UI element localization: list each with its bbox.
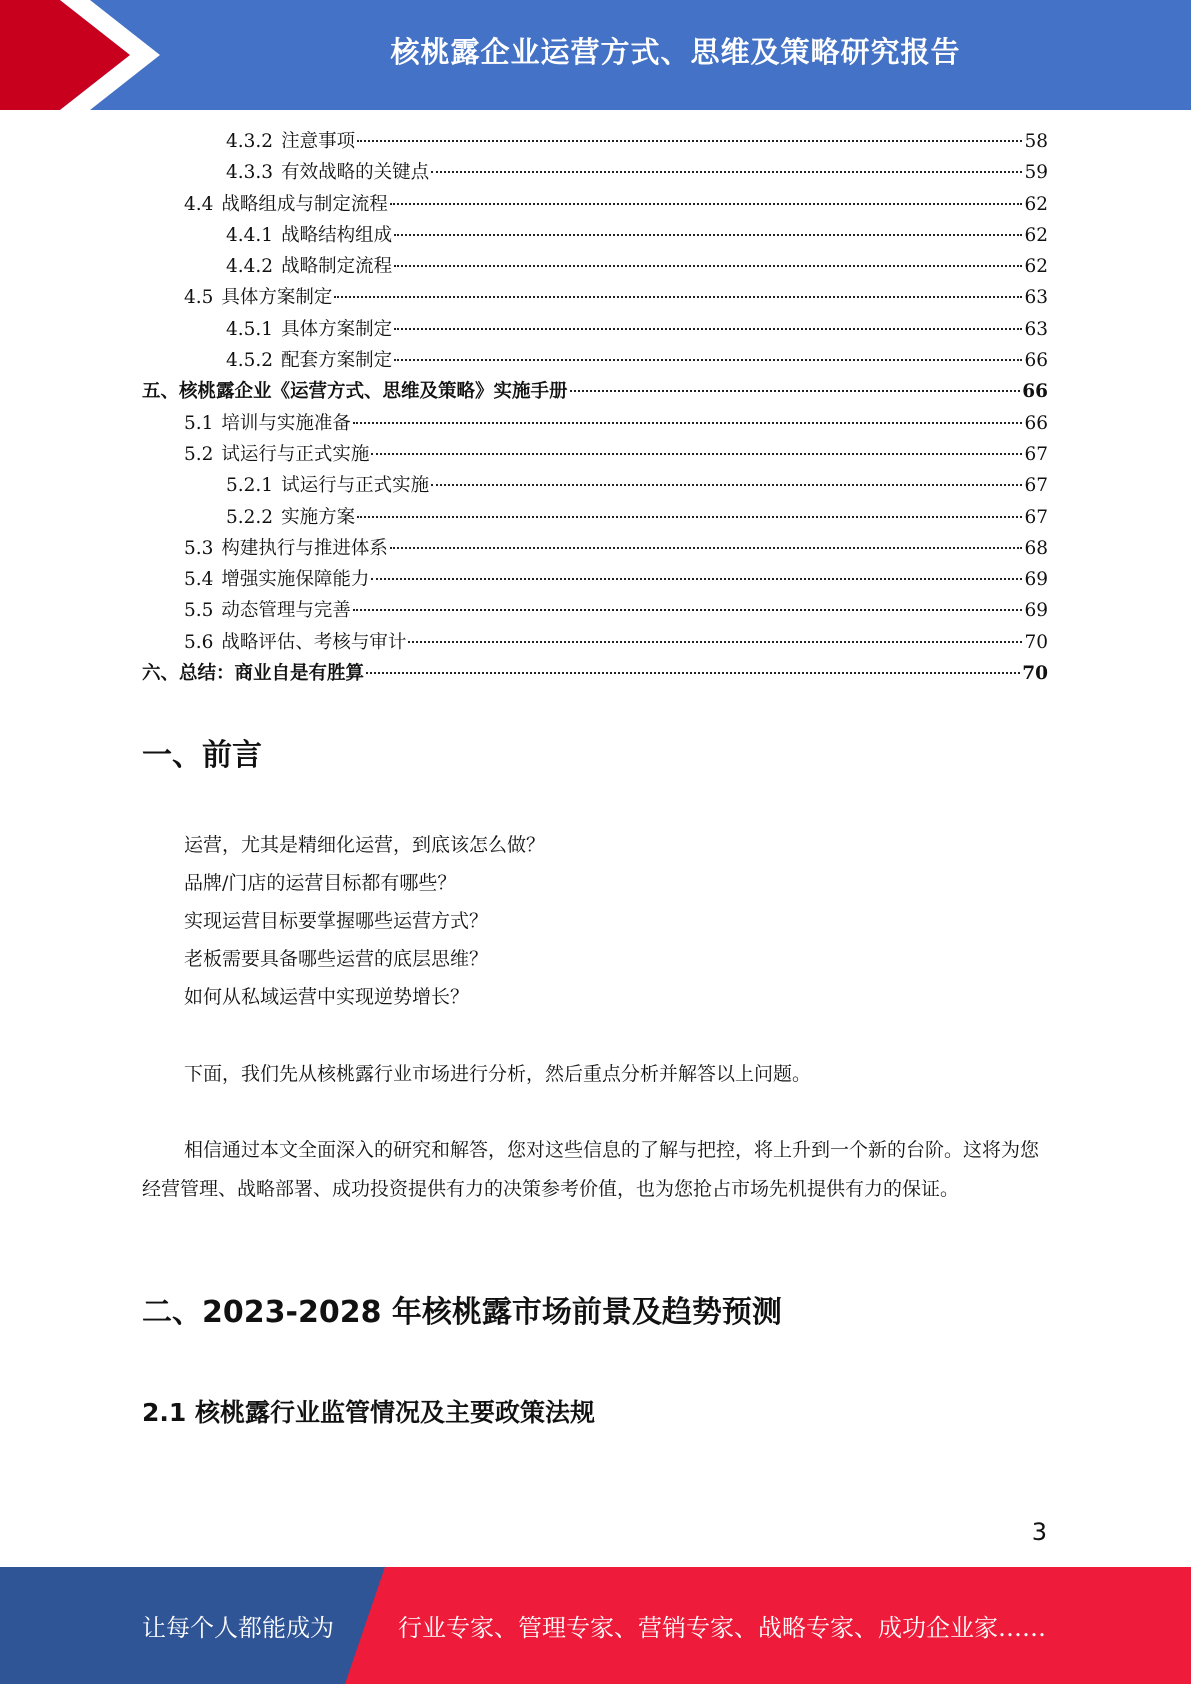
toc-entry[interactable] [142,314,1048,345]
toc-entry-title: 战略制定流程 [281,256,393,278]
toc-entry-title: 战略组成与制定流程 [221,193,388,215]
toc-entry-title: 注意事项 [281,131,356,152]
toc-entry-page: 66 [1024,412,1048,434]
toc-entry-page: 62 [1024,256,1048,278]
toc-dot-leader [431,484,1022,486]
toc-entry-number: 4.3.3 [226,162,274,184]
toc-entry-page: 70 [1022,663,1048,685]
toc-entry-number: 5.5 [184,600,214,622]
toc-entry-title: 具体方案制定 [221,287,333,309]
toc-dot-leader [394,234,1022,236]
toc-dot-leader [570,390,1021,392]
toc-dot-leader [371,578,1022,580]
toc-dot-leader [408,641,1022,643]
toc-entry-page: 62 [1024,193,1048,215]
footer-slogan-left: 让每个人都能成为 [142,1614,334,1642]
toc-entry[interactable] [142,502,1048,533]
toc-entry[interactable] [142,157,1048,188]
section-heading-preface: 一、前言 [142,738,262,773]
footer-slogan-right: 行业专家、管理专家、营销专家、战略专家、成功企业家…… [398,1614,1046,1642]
toc-entry[interactable] [142,376,1048,407]
toc-entry-page: 58 [1024,131,1048,152]
toc-entry-title: 试运行与正式实施 [281,475,430,497]
toc-entry[interactable] [142,439,1048,470]
toc-dot-leader [390,203,1023,205]
page-footer [0,1567,1191,1684]
toc-entry-number: 5.2.1 [226,475,274,497]
toc-dot-leader [394,359,1022,361]
toc-entry-page: 62 [1024,224,1048,246]
question-list [184,826,1044,1016]
toc-dot-leader [390,547,1023,549]
toc-entry-page: 66 [1024,350,1048,372]
toc-entry-page: 70 [1024,631,1048,653]
toc-entry-number: 5.3 [184,537,214,559]
toc-entry[interactable] [142,408,1048,439]
toc-entry-page: 63 [1024,287,1048,309]
toc-entry-number: 4.4.1 [226,224,274,246]
toc-entry-title: 具体方案制定 [281,318,393,340]
toc-entry[interactable] [142,251,1048,282]
toc-entry-title: 核桃露企业《运营方式、思维及策略》实施手册 [179,381,568,403]
question-item: 实现运营目标要掌握哪些运营方式？ [184,910,489,932]
toc-entry[interactable] [142,658,1048,689]
toc-entry-number: 4.4.2 [226,256,274,278]
toc-entry-page: 67 [1024,443,1048,465]
question-item: 老板需要具备哪些运营的底层思维？ [184,948,489,970]
toc-entry-number: 五、 [142,381,180,403]
intro-paragraph: 下面，我们先从核桃露行业市场进行分析，然后重点分析并解答以上问题。 [184,1063,812,1085]
question-item: 品牌/门店的运营目标都有哪些？ [184,872,457,894]
toc-entry-page: 67 [1024,506,1048,528]
toc-entry-number: 5.2.2 [226,506,274,528]
toc-entry-title: 有效战略的关键点 [281,162,430,184]
subsection-heading-regulation: 2.1 核桃露行业监管情况及主要政策法规 [142,1398,595,1427]
toc-entry-number: 4.5.1 [226,318,274,340]
toc-entry[interactable] [142,564,1048,595]
toc-entry[interactable] [142,533,1048,564]
toc-entry[interactable] [142,189,1048,220]
page-header [0,0,1191,110]
toc-entry-number: 4.3.2 [226,131,274,152]
toc-entry-page: 63 [1024,318,1048,340]
toc-entry-number: 4.5.2 [226,350,274,372]
toc-dot-leader [357,140,1022,142]
toc-entry-number: 4.5 [184,287,214,309]
toc-dot-leader [394,328,1022,330]
toc-entry-title: 构建执行与推进体系 [221,537,388,559]
toc-entry-page: 66 [1022,381,1048,403]
toc-entry-title: 战略评估、考核与审计 [221,631,407,653]
toc-entry-title: 试运行与正式实施 [221,443,370,465]
toc-entry-page: 59 [1024,162,1048,184]
toc-entry-title: 增强实施保障能力 [221,569,370,591]
toc-entry-title: 配套方案制定 [281,350,393,372]
toc-entry-page: 69 [1024,600,1048,622]
toc-entry-title: 培训与实施准备 [221,412,351,434]
toc-dot-leader [334,296,1022,298]
toc-entry[interactable] [142,595,1048,626]
toc-entry[interactable] [142,470,1048,501]
question-item: 如何从私域运营中实现逆势增长？ [184,986,470,1008]
toc-entry[interactable] [142,126,1048,157]
report-title: 核桃露企业运营方式、思维及策略研究报告 [390,34,961,69]
toc-entry[interactable] [142,282,1048,313]
toc-entry-number: 5.4 [184,569,214,591]
toc-dot-leader [366,672,1020,674]
toc-entry-title: 实施方案 [281,506,356,528]
toc-entry[interactable] [142,345,1048,376]
toc-entry-title: 总结：商业自是有胜算 [179,663,365,685]
toc-entry-title: 动态管理与完善 [221,600,351,622]
table-of-contents [142,126,1048,689]
toc-entry-number: 5.2 [184,443,214,465]
toc-entry-number: 4.4 [184,193,214,215]
toc-dot-leader [431,171,1022,173]
toc-entry-number: 六、 [142,663,180,685]
toc-entry-page: 67 [1024,475,1048,497]
toc-dot-leader [371,453,1022,455]
toc-dot-leader [353,609,1023,611]
question-item: 运营，尤其是精细化运营，到底该怎么做？ [184,834,546,856]
toc-entry-page: 68 [1024,537,1048,559]
toc-entry-title: 战略结构组成 [281,224,393,246]
toc-entry[interactable] [142,627,1048,658]
toc-dot-leader [394,265,1022,267]
toc-entry-number: 5.6 [184,631,214,653]
toc-dot-leader [357,516,1022,518]
toc-entry-number: 5.1 [184,412,214,434]
toc-entry[interactable] [142,220,1048,251]
page-number: 3 [1031,1518,1047,1546]
toc-entry-page: 69 [1024,569,1048,591]
value-paragraph: 相信通过本文全面深入的研究和解答，您对这些信息的了解与把控，将上升到一个新的台阶。这将为您经营管理、战略部署、成功投资提供有力的决策参考价值，也为您抢占市场先机提供有力的保证。 [142,1139,1040,1200]
toc-dot-leader [353,422,1023,424]
section-heading-market-forecast: 二、2023-2028 年核桃露市场前景及趋势预测 [142,1295,782,1330]
